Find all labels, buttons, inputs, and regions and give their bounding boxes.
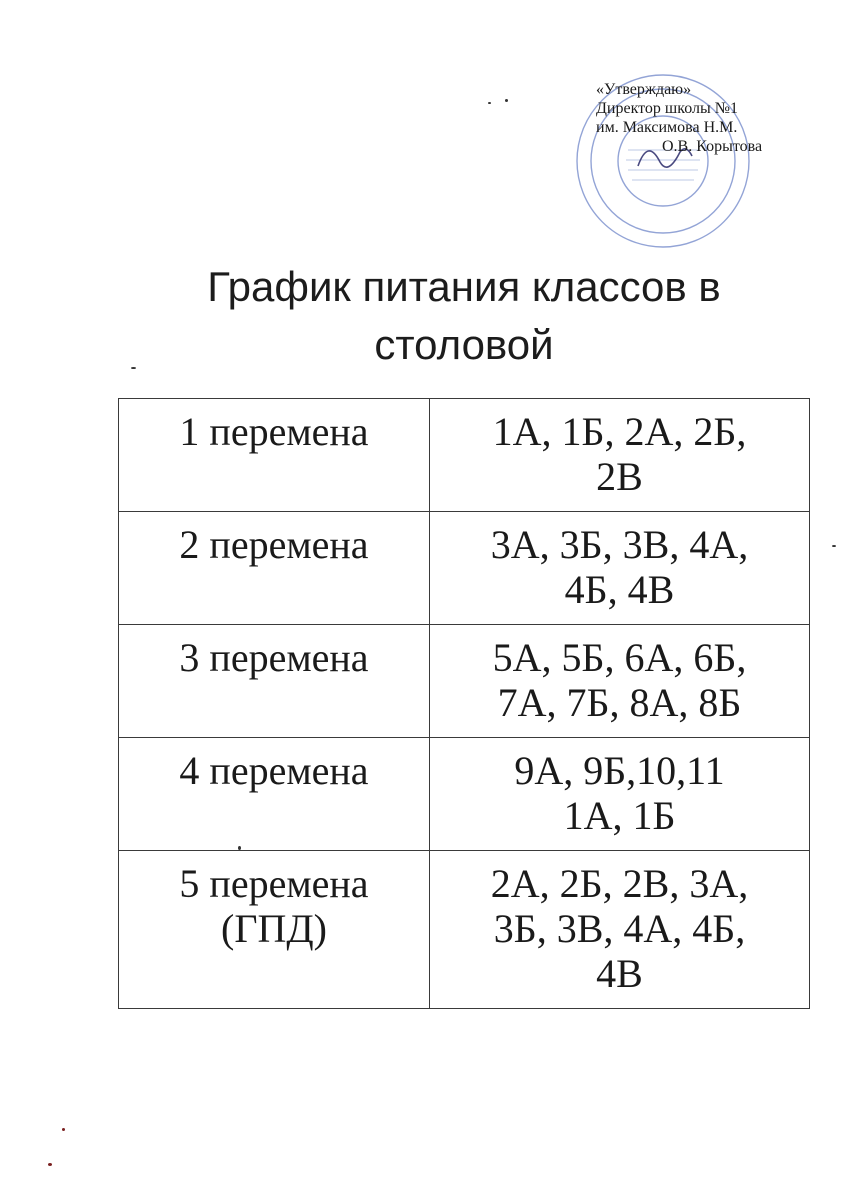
period-label: 4 перемена <box>179 748 369 793</box>
approval-signatory: О.В. Корытова <box>662 138 763 155</box>
table-row <box>119 625 810 738</box>
classes-line: 3А, 3Б, 3В, 4А, <box>490 522 749 567</box>
approval-position: Директор школы №1 <box>596 100 738 117</box>
title-line-1: График питания классов в <box>207 263 721 310</box>
classes-line: 3Б, 3В, 4А, 4Б, <box>493 906 746 951</box>
table-row <box>119 399 810 512</box>
table-row <box>119 738 810 851</box>
period-cell <box>119 738 430 851</box>
classes-cell <box>430 399 810 512</box>
approval-heading: «Утверждаю» <box>596 81 692 98</box>
classes-cell <box>430 851 810 1009</box>
classes-line: 2А, 2Б, 2В, 3А, <box>490 861 749 906</box>
classes-line: 4Б, 4В <box>564 567 675 612</box>
period-cell <box>119 851 430 1009</box>
table-row <box>119 512 810 625</box>
classes-line: 5А, 5Б, 6А, 6Б, <box>492 635 747 680</box>
classes-cell <box>430 512 810 625</box>
classes-line: 1А, 1Б, 2А, 2Б, <box>492 409 747 454</box>
title-line-2: столовой <box>374 321 554 368</box>
period-label: 2 перемена <box>179 522 369 567</box>
classes-line: 1А, 1Б <box>563 793 676 838</box>
classes-line: 2В <box>596 454 643 499</box>
approval-block <box>596 80 762 156</box>
period-cell <box>119 399 430 512</box>
classes-cell <box>430 625 810 738</box>
classes-line: 4В <box>596 951 643 996</box>
period-label: 5 перемена <box>179 861 369 906</box>
meal-schedule-table <box>118 398 810 1009</box>
classes-cell <box>430 738 810 851</box>
classes-line: 9А, 9Б,10,11 <box>514 748 725 793</box>
period-sublabel: (ГПД) <box>221 906 327 951</box>
classes-line: 7А, 7Б, 8А, 8Б <box>497 680 742 725</box>
period-cell <box>119 512 430 625</box>
period-label: 3 перемена <box>179 635 369 680</box>
document-title <box>0 258 848 374</box>
period-label: 1 перемена <box>179 409 369 454</box>
period-cell <box>119 625 430 738</box>
table-row <box>119 851 810 1009</box>
approval-school: им. Максимова Н.М. <box>596 119 738 136</box>
